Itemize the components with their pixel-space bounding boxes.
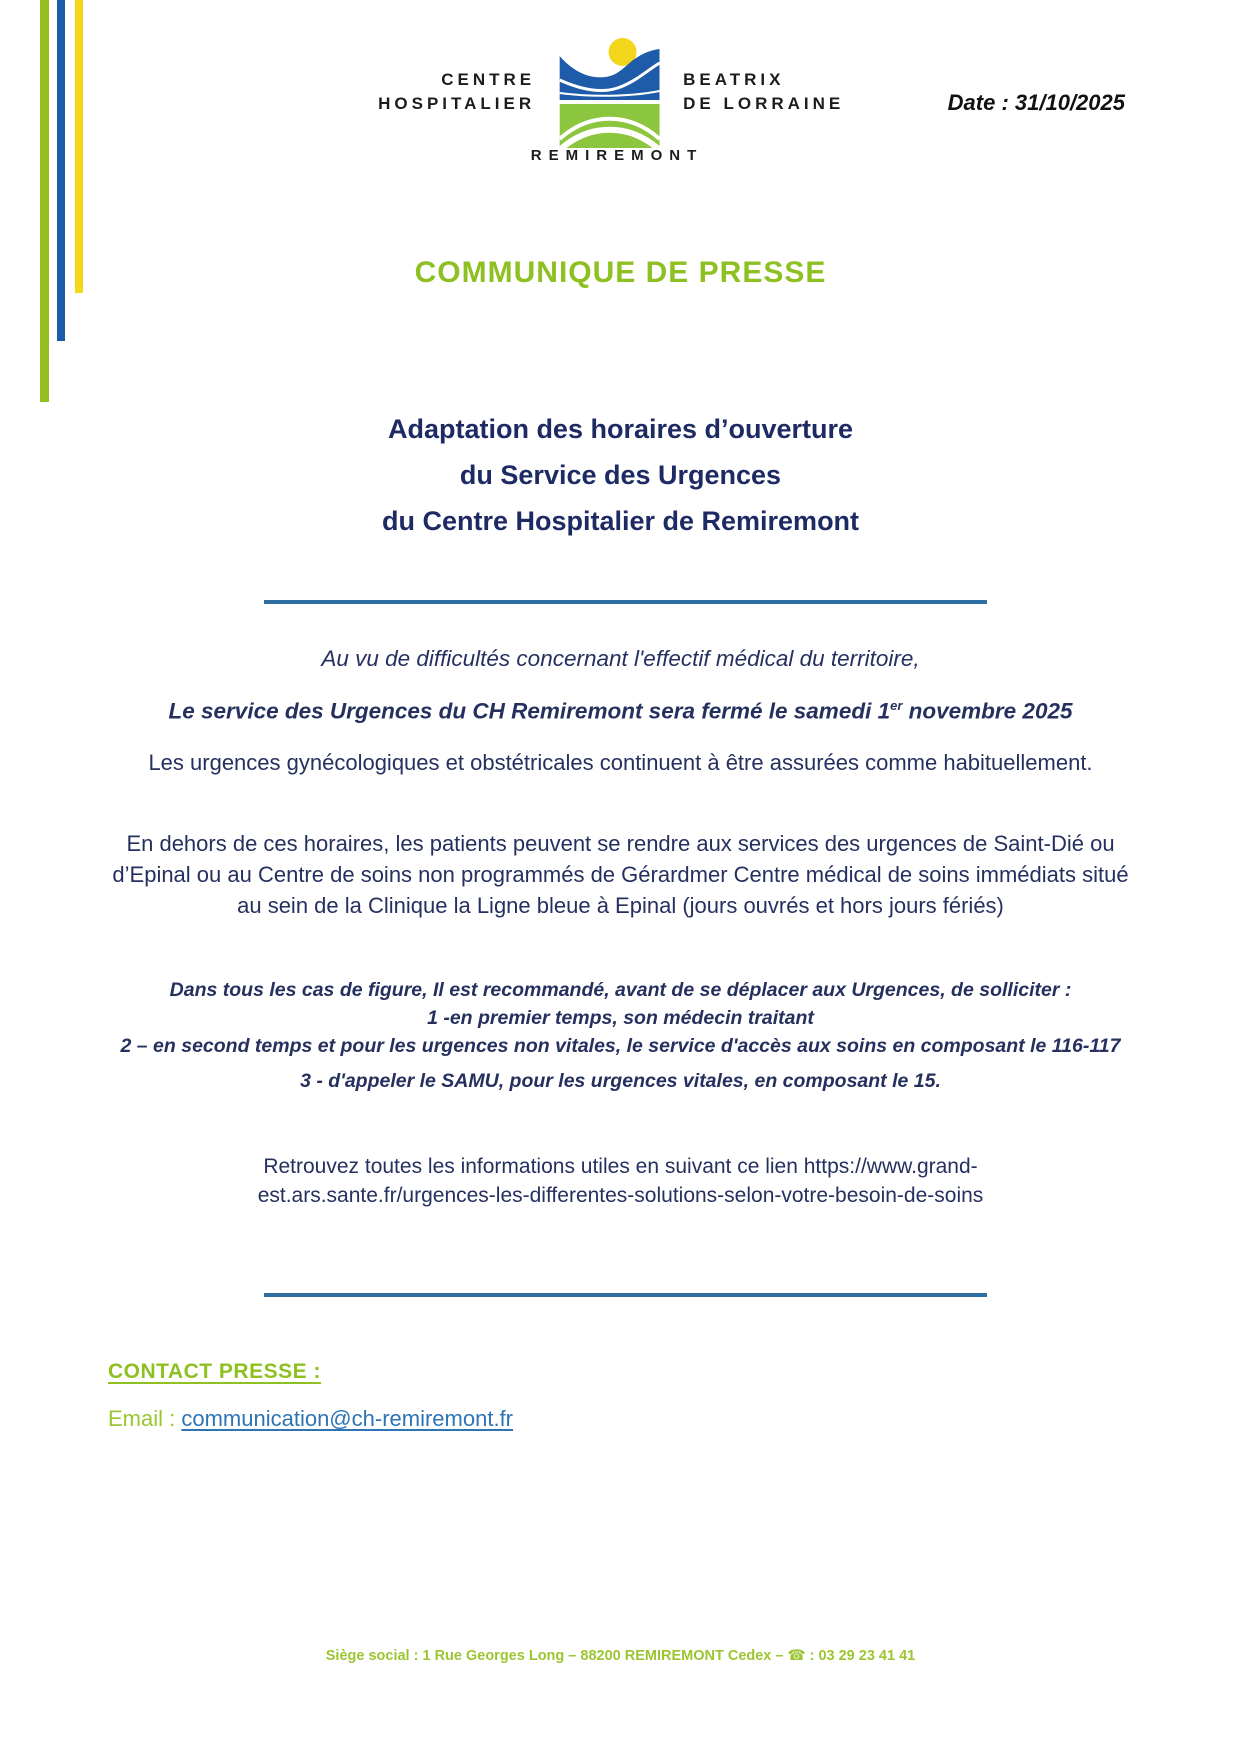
hospital-emblem-icon	[559, 36, 659, 148]
document-title-line2: du Service des Urgences	[459, 460, 782, 490]
left-accent-bar-green	[40, 0, 49, 402]
divider-bottom	[264, 1293, 987, 1297]
left-accent-bar-yellow	[75, 0, 83, 293]
press-release-heading: COMMUNIQUE DE PRESSE	[414, 256, 827, 289]
more-info-paragraph: Retrouvez toutes les informations utiles en suivant ce lien https://www.grand-est.ars.sante.fr/urgences-les-differentes-solutions-selon-votre-besoin-de-soins	[257, 1155, 984, 1207]
logo-centre-label: CENTRE	[441, 70, 536, 89]
alternatives-paragraph: En dehors de ces horaires, les patients peuvent se rendre aux services des urgences de Saint-Dié ou d’Epinal ou au Centre de soins non programmés de Gérardmer Centre médical de soins immédiats situé au sein de la Clinique la Ligne bleue à Epinal (jours ouvrés et hors jours fériés)	[112, 831, 1129, 918]
closure-statement	[0, 698, 1241, 725]
footer-address	[0, 1648, 1241, 1664]
email-label: Email :	[108, 1406, 182, 1431]
document-date: Date : 31/10/2025	[947, 90, 1125, 115]
recommendation-3: 3 - d'appeler le SAMU, pour les urgences vitales, en composant le 15.	[300, 1070, 941, 1092]
recommendation-2: 2 – en second temps et pour les urgences non vitales, le service d'accès aux soins en composant le 116-117	[120, 1035, 1121, 1057]
gyneco-paragraph: Les urgences gynécologiques et obstétricales continuent à être assurées comme habituellement.	[148, 750, 1093, 775]
logo-text-left	[378, 68, 535, 116]
closure-text-post: novembre 2025	[902, 698, 1073, 724]
logo-de-lorraine-label: DE LORRAINE	[683, 94, 845, 113]
footer-phone-number: : 03 29 23 41 41	[805, 1648, 916, 1664]
recommendations-block	[88, 976, 1153, 1095]
divider-top	[264, 600, 987, 604]
intro-paragraph: Au vu de difficultés concernant l'effectif médical du territoire,	[321, 646, 920, 671]
logo-hospitalier-label: HOSPITALIER	[378, 94, 536, 113]
document-title-line1: Adaptation des horaires d’ouverture	[387, 414, 854, 444]
closure-text-pre: Le service des Urgences du CH Remiremont sera fermé le samedi 1	[168, 698, 891, 724]
footer-address-text: Siège social : 1 Rue Georges Long – 88200 REMIREMONT Cedex –	[325, 1648, 788, 1664]
phone-icon: ☎	[787, 1648, 806, 1664]
logo-remiremont-label: REMIREMONT	[530, 147, 704, 164]
recommendation-1: 1 -en premier temps, son médecin traitant	[427, 1007, 814, 1029]
contact-email-line	[108, 1406, 513, 1432]
logo-beatrix-label: BEATRIX	[683, 70, 785, 89]
hospital-logo	[378, 36, 844, 148]
contact-press-heading: CONTACT PRESSE :	[108, 1360, 321, 1383]
document-title-line3: du Centre Hospitalier de Remiremont	[381, 506, 860, 536]
logo-text-right	[683, 68, 844, 116]
email-link[interactable]: communication@ch-remiremont.fr	[181, 1406, 514, 1431]
document-title	[0, 406, 1241, 544]
closure-ordinal-suffix: er	[890, 698, 903, 713]
recommendations-intro: Dans tous les cas de figure, Il est recommandé, avant de se déplacer aux Urgences, de solliciter :	[169, 979, 1072, 1001]
